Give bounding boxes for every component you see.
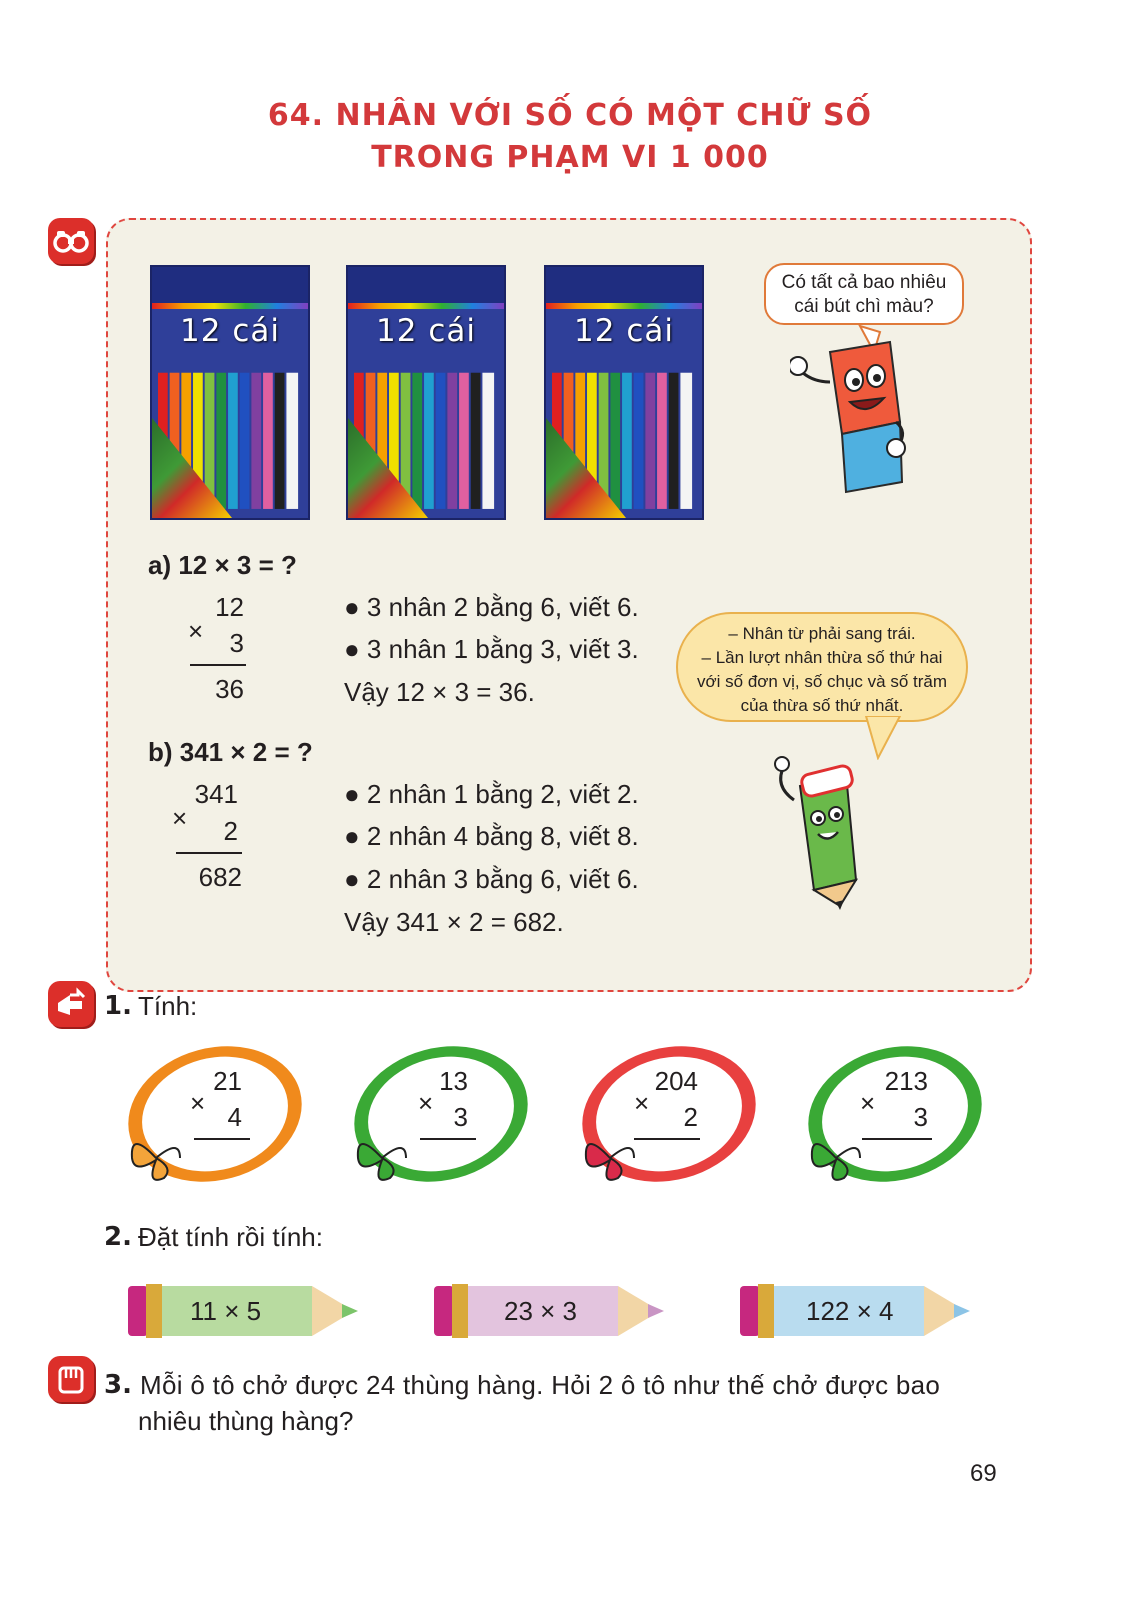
practice-icon [48, 981, 94, 1027]
problem-top: 204 [654, 1066, 698, 1096]
problem-bottom: 3 [453, 1102, 468, 1132]
part-a-conclusion: Vậy 12 × 3 = 36. [344, 677, 535, 707]
exercise-2-pencil [740, 1282, 976, 1340]
tip-line: với số đơn vị, số chục và số trăm [697, 672, 947, 691]
binoculars-icon [48, 218, 94, 264]
butterfly-icon [126, 1128, 186, 1188]
lesson-title-line2: TRONG PHẠM VI 1 000 [371, 140, 769, 175]
problem-operator: × [190, 1088, 206, 1118]
problem-bottom: 4 [227, 1102, 242, 1132]
part-b-bottom-operand: 2 [223, 816, 238, 846]
butterfly-icon [806, 1128, 866, 1188]
butterfly-icon [580, 1128, 640, 1188]
problem-rule [420, 1138, 476, 1140]
problem-operator: × [860, 1088, 876, 1118]
part-a-top-operand: 12 [215, 592, 244, 622]
exercise-1-problem [574, 1042, 760, 1192]
problem-operator: × [634, 1088, 650, 1118]
part-b-conclusion: Vậy 341 × 2 = 682. [344, 907, 564, 937]
problem-bottom: 2 [683, 1102, 698, 1132]
problem-top: 213 [884, 1066, 928, 1096]
tip-cloud-tail [860, 716, 910, 760]
part-b-step: ● 2 nhân 1 bằng 2, viết 2. [344, 779, 639, 809]
problem-top: 13 [439, 1066, 468, 1096]
part-a-result: 36 [215, 674, 244, 704]
problem-rule [194, 1138, 250, 1140]
part-a-step: ● 3 nhân 2 bằng 6, viết 6. [344, 592, 639, 622]
lesson-title-line1: 64. NHÂN VỚI SỐ CÓ MỘT CHỮ SỐ [267, 98, 873, 133]
exercise-3-text-line2: nhiêu thùng hàng? [138, 1406, 354, 1436]
pencil-problem-text: 122 × 4 [806, 1296, 894, 1326]
tip-line: – Nhân từ phải sang trái. [728, 624, 916, 643]
pencil-box-2 [346, 265, 506, 520]
part-b-operator: × [172, 803, 188, 833]
exercise-1-problem [120, 1042, 306, 1192]
exercise-1-problem [800, 1042, 986, 1192]
part-b-result: 682 [198, 862, 242, 892]
pencil-character-icon [764, 756, 874, 916]
bubble-line: cái bút chì màu? [794, 296, 934, 317]
exercise-2-number: 2. [104, 1222, 132, 1252]
problem-operator: × [418, 1088, 434, 1118]
butterfly-icon [352, 1128, 412, 1188]
exercise-2-pencil [434, 1282, 670, 1340]
part-a-bottom-operand: 3 [229, 628, 244, 658]
tip-cloud [676, 612, 968, 722]
part-b-top-operand: 341 [194, 779, 238, 809]
pencil-box-3 [544, 265, 704, 520]
part-b-step: ● 2 nhân 4 bằng 8, viết 8. [344, 821, 639, 851]
part-a-operator: × [188, 616, 204, 646]
problem-rule [634, 1138, 700, 1140]
pencil-box-label: 12 cái [180, 313, 280, 349]
exercise-2-pencil [128, 1282, 364, 1340]
exercise-3-text-line1: Mỗi ô tô chở được 24 thùng hàng. Hỏi 2 ô tô như thế chở được bao [140, 1370, 941, 1400]
part-b-heading: b) 341 × 2 = ? [148, 737, 313, 767]
exercise-2-instruction: Đặt tính rồi tính: [138, 1222, 323, 1252]
page-number: 69 [970, 1460, 997, 1487]
pencil-problem-text: 11 × 5 [190, 1296, 262, 1326]
eraser-character-icon [790, 322, 920, 502]
tip-line: – Lần lượt nhân thừa số thứ hai [701, 648, 943, 667]
pencil-box-1 [150, 265, 310, 520]
exercise-1-instruction: Tính: [138, 991, 198, 1021]
bubble-line: Có tất cả bao nhiêu [781, 272, 947, 293]
pencil-box-label: 12 cái [574, 313, 674, 349]
tip-line: của thừa số thứ nhất. [740, 696, 904, 715]
part-a-step: ● 3 nhân 1 bằng 3, viết 3. [344, 634, 639, 664]
pencil-problem-text: 23 × 3 [504, 1296, 578, 1326]
part-b-rule [176, 852, 242, 854]
eraser-speech-bubble [764, 263, 964, 325]
part-a-heading: a) 12 × 3 = ? [148, 550, 297, 580]
part-a-rule [190, 664, 246, 666]
problem-top: 21 [213, 1066, 242, 1096]
exercise-1-number: 1. [104, 991, 132, 1021]
problem-rule [862, 1138, 932, 1140]
problem-bottom: 3 [913, 1102, 928, 1132]
pencil-box-label: 12 cái [376, 313, 476, 349]
exercise-3-number: 3. [104, 1370, 132, 1400]
fist-icon [48, 1356, 94, 1402]
part-b-step: ● 2 nhân 3 bằng 6, viết 6. [344, 864, 639, 894]
exercise-1-problem [346, 1042, 532, 1192]
